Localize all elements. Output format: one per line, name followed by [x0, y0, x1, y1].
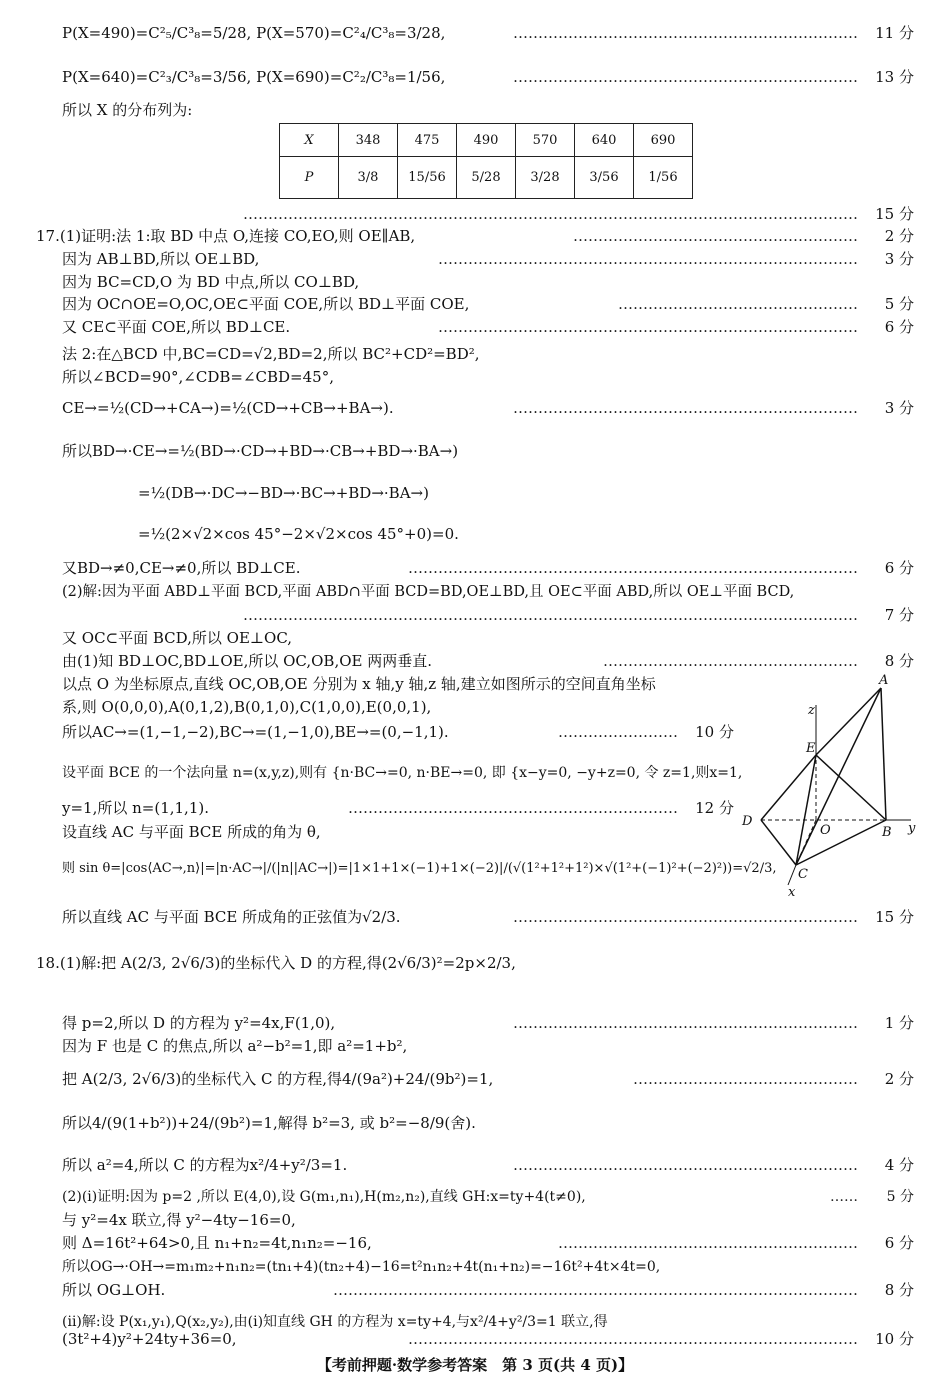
text-line: P(X=490)=C²₅/C³₈=5/28, P(X=570)=C²₄/C³₈=3/28, …………………………………………………………… 11 分: [62, 24, 914, 42]
label-x: x: [788, 885, 796, 900]
label-D: D: [742, 814, 753, 829]
edge-AB: [881, 688, 886, 820]
text-line: 18.(1)解:把 A(2/3, 2√6/3)的坐标代入 D 的方程,得(2√6/3)²=2p×2/3,: [36, 954, 516, 972]
table-cell: 15/56: [398, 157, 457, 199]
text-line: 所以4/(9(1+b²))+24/(9b²)=1,解得 b²=3, 或 b²=−8/9(舍).: [62, 1114, 476, 1132]
text-line: 则 sin θ=|cos⟨AC→,n⟩|=|n·AC→|/(|n||AC→|)=|1×1+1×(−1)+1×(−2)|/(√(1²+1²+1²)×√(1²+(−1)²+(−2)²))=√2/3,: [62, 861, 777, 876]
text-line: (2)(ⅰ)证明:因为 p=2 ,所以 E(4,0),设 G(m₁,n₁),H(m₂,n₂),直线 GH:x=ty+4(t≠0), …… 5 分: [62, 1189, 914, 1205]
table-cell: X: [280, 124, 339, 157]
label-B: B: [882, 825, 892, 840]
table-cell: 348: [339, 124, 398, 157]
text-line: y=1,所以 n=(1,1,1). ………………………………………………………… 12 分: [62, 799, 734, 817]
table-row: [280, 124, 693, 157]
text-line: =½(2×√2×cos 45°−2×√2×cos 45°+0)=0.: [138, 525, 459, 543]
table-cell: 640: [575, 124, 634, 157]
geometry-figure: [736, 670, 926, 900]
text-line: 则 Δ=16t²+64>0,且 n₁+n₂=4t,n₁n₂=−16, …………………………………………………… 6 分: [62, 1234, 914, 1252]
edge-BC: [796, 820, 886, 865]
edge-EC: [796, 755, 816, 865]
x-axis: [788, 865, 796, 885]
table-row: [280, 157, 693, 199]
text-line: …………………………………………………………………………………………………………… 7 分: [243, 606, 914, 624]
text-line: 由(1)知 BD⊥OC,BD⊥OE,所以 OC,OB,OE 两两垂直. …………………………………………… 8 分: [62, 652, 914, 670]
text-line: 系,则 O(0,0,0),A(0,1,2),B(0,1,0),C(1,0,0),E(0,0,1),: [62, 698, 432, 716]
table-cell: 3/56: [575, 157, 634, 199]
text-line: 所以∠BCD=90°,∠CDB=∠CBD=45°,: [62, 368, 334, 386]
table-cell: 570: [516, 124, 575, 157]
text-line: 所以 X 的分布列为:: [62, 101, 193, 119]
text-line: …………………………………………………………………………………………………………… 15 分: [243, 205, 914, 223]
text-line: 设直线 AC 与平面 BCE 所成的角为 θ,: [62, 823, 321, 841]
table-cell: 5/28: [457, 157, 516, 199]
text-line: 17.(1)证明:法 1:取 BD 中点 O,连接 CO,EO,则 OE∥AB, ………………………………………………… 2 分: [36, 227, 914, 245]
text-line: 以点 O 为坐标原点,直线 OC,OB,OE 分别为 x 轴,y 轴,z 轴,建立如图所示的空间直角坐标: [62, 675, 656, 693]
table-cell: 1/56: [634, 157, 693, 199]
label-C: C: [798, 867, 808, 882]
text-line: (3t²+4)y²+24ty+36=0, ……………………………………………………………………………… 10 分: [62, 1330, 914, 1348]
edge-ED: [761, 755, 816, 820]
text-line: 因为 OC∩OE=O,OC,OE⊂平面 COE,所以 BD⊥平面 COE, ………………………………………… 5 分: [62, 295, 914, 313]
text-line: =½(DB→·DC→−BD→·BC→+BD→·BA→): [138, 484, 429, 502]
text-line: 与 y²=4x 联立,得 y²−4ty−16=0,: [62, 1211, 296, 1229]
text-line: 所以 a²=4,所以 C 的方程为x²/4+y²/3=1. …………………………………………………………… 4 分: [62, 1156, 914, 1174]
label-E: E: [806, 741, 816, 756]
table-cell: 3/8: [339, 157, 398, 199]
table-cell: 3/28: [516, 157, 575, 199]
text-line: 法 2:在△BCD 中,BC=CD=√2,BD=2,所以 BC²+CD²=BD²,: [62, 345, 480, 363]
edge-DC: [761, 820, 796, 865]
text-line: (ⅱ)解:设 P(x₁,y₁),Q(x₂,y₂),由(ⅰ)知直线 GH 的方程为 x=ty+4,与x²/4+y²/3=1 联立,得: [62, 1314, 608, 1330]
table-cell: 475: [398, 124, 457, 157]
text-line: 所以OG→·OH→=m₁m₂+n₁n₂=(tn₁+4)(tn₂+4)−16=t²n₁n₂+4t(n₁+n₂)=−16t²+4t×4t=0,: [62, 1259, 661, 1275]
table-cell: 490: [457, 124, 516, 157]
label-O: O: [820, 823, 831, 838]
text-line: 所以AC→=(1,−1,−2),BC→=(1,−1,0),BE→=(0,−1,1). …………………… 10 分: [62, 723, 734, 741]
text-line: P(X=640)=C²₃/C³₈=3/56, P(X=690)=C²₂/C³₈=1/56, …………………………………………………………… 13 分: [62, 68, 914, 86]
edge-EB: [816, 755, 886, 820]
text-line: 设平面 BCE 的一个法向量 n=(x,y,z),则有 {n·BC→=0, n·BE→=0, 即 {x−y=0, −y+z=0, 令 z=1,则x=1,: [62, 765, 743, 781]
text-line: 得 p=2,所以 D 的方程为 y²=4x,F(1,0), …………………………………………………………… 1 分: [62, 1014, 914, 1032]
text-line: 又 CE⊂平面 COE,所以 BD⊥CE. ………………………………………………………………………… 6 分: [62, 318, 914, 336]
table-cell: P: [280, 157, 339, 199]
text-line: 因为 BC=CD,O 为 BD 中点,所以 CO⊥BD,: [62, 273, 360, 291]
text-line: 所以 OG⊥OH. …………………………………………………………………………………………… 8 分: [62, 1281, 914, 1299]
text-line: 因为 F 也是 C 的焦点,所以 a²−b²=1,即 a²=1+b²,: [62, 1037, 408, 1055]
text-line: 所以BD→·CE→=½(BD→·CD→+BD→·CB→+BD→·BA→): [62, 442, 459, 460]
table-cell: 690: [634, 124, 693, 157]
text-line: CE→=½(CD→+CA→)=½(CD→+CB→+BA→). …………………………………………………………… 3 分: [62, 399, 914, 417]
text-line: 又 OC⊂平面 BCD,所以 OE⊥OC,: [62, 629, 293, 647]
edge-AE: [816, 688, 881, 755]
text-line: 又BD→≠0,CE→≠0,所以 BD⊥CE. ……………………………………………………………………………… 6 分: [62, 559, 914, 577]
text-line: 所以直线 AC 与平面 BCE 所成角的正弦值为√2/3. …………………………………………………………… 15 分: [62, 908, 914, 926]
text-line: 因为 AB⊥BD,所以 OE⊥BD, ………………………………………………………………………… 3 分: [62, 250, 914, 268]
text-line: 把 A(2/3, 2√6/3)的坐标代入 C 的方程,得4/(9a²)+24/(9b²)=1, ……………………………………… 2 分: [62, 1070, 914, 1088]
label-z: z: [808, 703, 815, 718]
text-line: (2)解:因为平面 ABD⊥平面 BCD,平面 ABD∩平面 BCD=BD,OE⊥BD,且 OE⊂平面 ABD,所以 OE⊥平面 BCD,: [62, 584, 795, 600]
label-A: A: [879, 673, 889, 688]
label-y: y: [908, 821, 916, 836]
distribution-table: [279, 123, 693, 199]
page-footer: 【考前押题·数学参考答案 第 3 页(共 4 页)】: [316, 1356, 634, 1374]
